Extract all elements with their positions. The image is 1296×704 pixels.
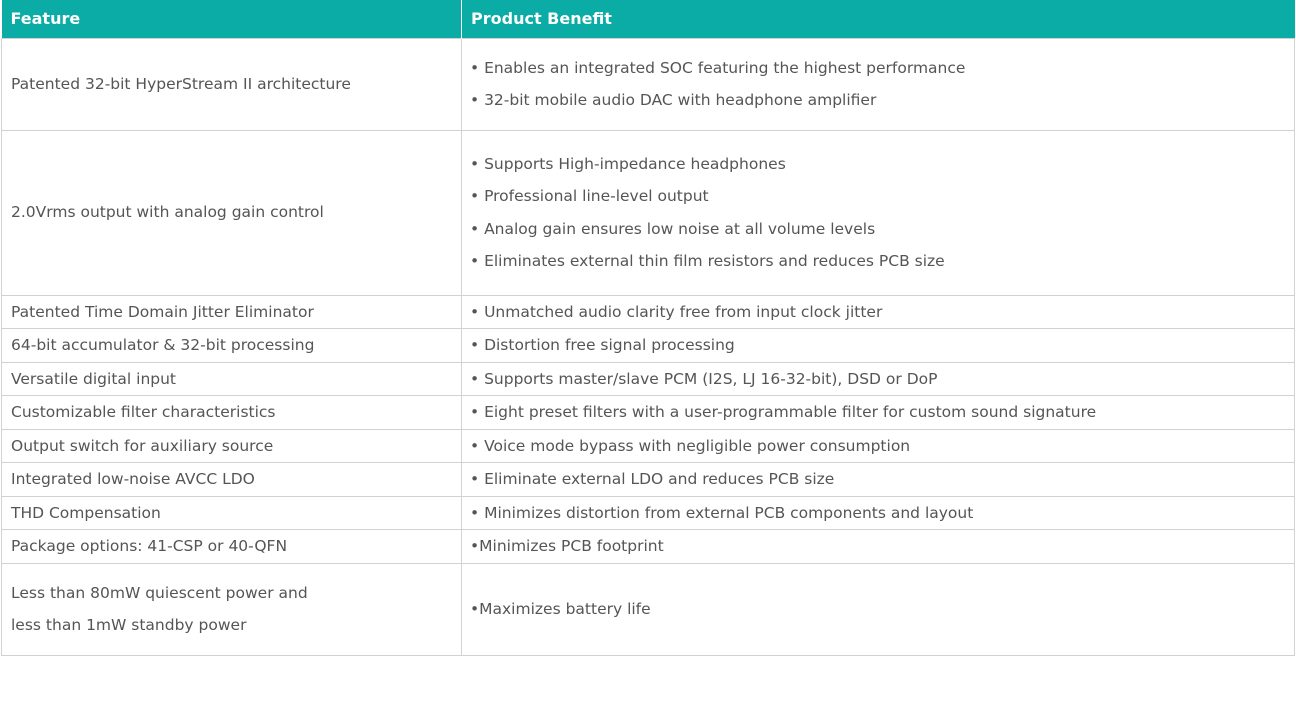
table-row (2, 463, 1295, 497)
table-row (2, 329, 1295, 363)
feature-text: Less than 80mW quiescent power and (11, 583, 308, 602)
feature-column-header: Feature (2, 0, 462, 38)
feature-cell (2, 130, 462, 295)
benefit-item: • Minimizes distortion from external PCB components and layout (470, 503, 974, 522)
table-row (2, 295, 1295, 329)
benefit-item: • Eliminates external thin film resistors and reduces PCB size (470, 252, 945, 270)
benefit-item: • Supports High-impedance headphones (470, 154, 786, 173)
table-row (2, 496, 1295, 530)
table-row (2, 38, 1295, 130)
benefit-item: • Eight preset filters with a user-programmable filter for custom sound signature (470, 403, 1097, 421)
feature-text: 64-bit accumulator & 32-bit processing (11, 336, 315, 354)
benefit-cell (462, 329, 1295, 363)
feature-text: Output switch for auxiliary source (11, 436, 274, 455)
table-row (2, 396, 1295, 430)
feature-cell (2, 329, 462, 363)
feature-cell (2, 38, 462, 130)
benefit-cell (462, 396, 1295, 430)
benefit-item: • Analog gain ensures low noise at all volume levels (470, 219, 876, 238)
feature-text: Customizable filter characteristics (11, 403, 276, 421)
benefit-cell (462, 496, 1295, 530)
table-row (2, 362, 1295, 396)
feature-text: Package options: 41-CSP or 40-QFN (11, 537, 288, 555)
feature-text: Integrated low-noise AVCC LDO (11, 470, 255, 488)
benefit-cell (462, 38, 1295, 130)
benefit-item: • Supports master/slave PCM (I2S, LJ 16-32-bit), DSD or DoP (470, 369, 938, 388)
feature-cell (2, 563, 462, 655)
table-body (2, 38, 1295, 655)
benefit-item: • Voice mode bypass with negligible power consumption (470, 436, 911, 455)
feature-benefit-table (1, 0, 1295, 656)
benefit-cell (462, 362, 1295, 396)
benefit-item: • Professional line-level output (470, 187, 709, 205)
feature-text: Patented Time Domain Jitter Eliminator (11, 302, 314, 321)
benefit-cell (462, 295, 1295, 329)
benefit-cell (462, 130, 1295, 295)
feature-cell (2, 463, 462, 497)
feature-cell (2, 362, 462, 396)
feature-text: less than 1mW standby power (11, 616, 247, 634)
feature-text: 2.0Vrms output with analog gain control (11, 203, 324, 222)
table-row (2, 563, 1295, 655)
feature-text: Patented 32-bit HyperStream II architecture (11, 74, 351, 93)
table-header (2, 0, 1295, 38)
benefit-item: • 32-bit mobile audio DAC with headphone amplifier (470, 91, 877, 109)
benefit-cell (462, 429, 1295, 463)
feature-text: Versatile digital input (11, 369, 177, 388)
benefit-item: • Unmatched audio clarity free from input clock jitter (470, 302, 883, 321)
feature-text: THD Compensation (11, 503, 161, 522)
benefit-cell (462, 530, 1295, 564)
benefit-item: •Minimizes PCB footprint (470, 537, 664, 555)
feature-cell (2, 429, 462, 463)
benefit-item: • Eliminate external LDO and reduces PCB size (470, 470, 835, 488)
benefit-cell (462, 463, 1295, 497)
benefit-cell (462, 563, 1295, 655)
feature-cell (2, 396, 462, 430)
benefit-item: • Distortion free signal processing (470, 336, 735, 354)
header-row (2, 0, 1295, 38)
table-row (2, 530, 1295, 564)
feature-cell (2, 295, 462, 329)
benefit-item: •Maximizes battery life (470, 599, 651, 618)
table-row (2, 130, 1295, 295)
benefit-column-header: Product Benefit (462, 0, 1295, 38)
feature-cell (2, 530, 462, 564)
table-row (2, 429, 1295, 463)
benefit-item: • Enables an integrated SOC featuring the highest performance (470, 58, 966, 77)
feature-cell (2, 496, 462, 530)
